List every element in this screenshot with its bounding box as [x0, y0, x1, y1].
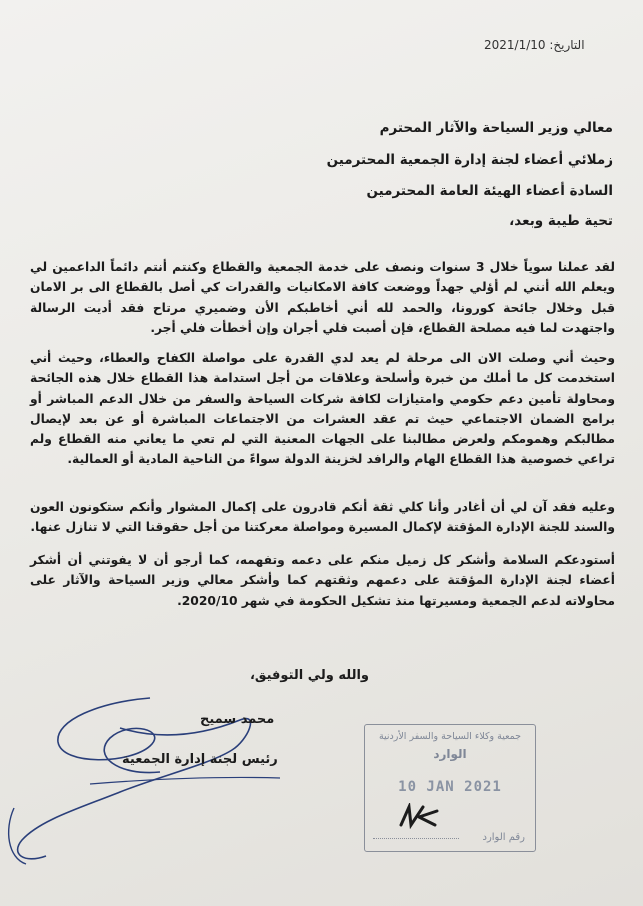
paragraph-service: لقد عملنا سوياً خلال 3 سنوات ونصف على خدمة الجمعية والقطاع وكنتم أنتم دائماً الداعمين لي ويعلم الله أنني لم أؤلي جهداً ووضعت كافة الامكانيات والقدرات كي أصل بالقطاع الى بر الامان قبل وخلال جائحة كورونا، والحمد لله أني أخاطبكم الأن وضميري مرتاح فقد أديت الرسالة واجتهدت لما فيه مصلحة القطاع، فإن أصبت فلي أجران وإن أخطأت فلي أجر. — [30, 260, 616, 335]
paragraph-reasons: وحيث أني وصلت الان الى مرحلة لم يعد لدي القدرة على مواصلة الكفاح والعطاء، وحيث أني استخدمت كل ما أملك من خبرة وأسلحة وعلاقات من أجل استدامة هذا القطاع خلال هذه الجائحة ومحاولة تأمين دعم حكومي وامتيازات لكافة شركات السياحة والسفر من خلال الدعم المباشر أو برامج الضمان الاجتماعي حيث تم عقد العشرات من الاجتماعات المباشرة أو عن بعد لإيصال مطالبكم وهمومكم ولعرض مطالبنا على الجهات المعنية التي لم تعي ما يعاني منه القطاع ولم تراعي خصوصية هذا القطاع الهام والرافد لخزينة الدولة سواءً من الناحية المادية أو العمالية. — [30, 351, 615, 467]
paragraph-departure: وعليه فقد آن لي أن أغادر وأنا كلي ثقة أنكم قادرون على إكمال المشوار وأنكم ستكونون العون والسند للجنة الإدارة المؤقتة لإكمال المسيرة ومواصلة معركتنا من أجل حقوقنا التي لا تنازل عنها. — [30, 500, 615, 535]
stamp-number-line — [373, 838, 459, 839]
salutation-committee: زملائي أعضاء لجنة إدارة الجمعية المحترمين — [326, 152, 613, 168]
letter-date: التاريخ: 2021/1/10 — [484, 38, 585, 52]
greeting: تحية طيبة وبعد، — [509, 213, 613, 229]
stamp-label: الوارد — [433, 747, 467, 761]
stamp-initials — [397, 803, 441, 829]
closing-line: والله ولي التوفيق، — [249, 668, 369, 683]
paragraph-thanks: أستودعكم السلامة وأشكر كل زميل منكم على دعمه وتفهمه، كما أرجو أن لا يفوتني أن أشكر أعضاء لجنة الإدارة المؤقتة على دعمهم وثقتهم كما وأشكر معالي وزير السياحة والآثار على محاولاته لدعم الجمعية ومسيرتها منذ تشكيل الحكومة في شهر 2020/10. — [30, 553, 615, 608]
stamp-number-label: رقم الوارد — [482, 832, 525, 843]
signer-name: محمد سميح — [200, 712, 275, 727]
salutation-minister: معالي وزير السياحة والآثار المحترم — [379, 120, 613, 136]
salutation-assembly: السادة أعضاء الهيئة العامة المحترمين — [366, 183, 613, 199]
stamp-date: 10 JAN 2021 — [398, 779, 502, 795]
handwritten-signature — [0, 680, 360, 906]
stamp-organization: جمعية وكلاء السياحة والسفر الأردنية — [378, 731, 522, 742]
incoming-stamp — [364, 724, 536, 852]
signer-title: رئيس لجنة إدارة الجمعية — [122, 752, 278, 767]
